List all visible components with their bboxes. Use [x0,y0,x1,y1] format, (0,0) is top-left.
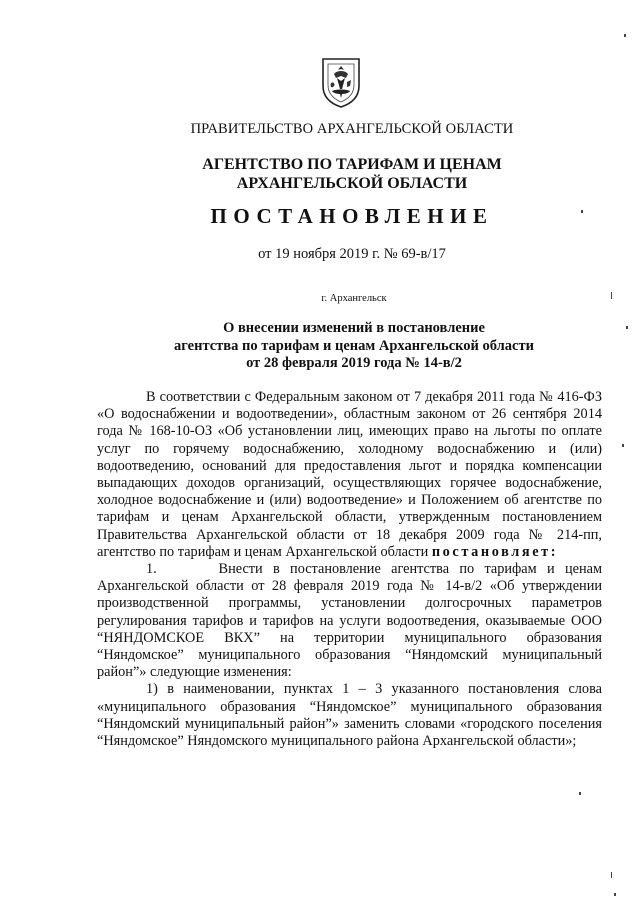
subject-line-1: О внесении изменений в постановление [223,320,485,336]
paragraph-item-1: 1. Внести в постановление агентства по тарифам и ценам Архангельской области от 28 февраля 2019 года № 14-в/2 «Об утверждении производственной программы, установлении долгосрочных параметров регулирования тарифов и тарифов на услуги водоотведения, оказываемые ООО “НЯНДОМСКОЕ ВКХ” на территории муниципального образования “Няндомское” муниципального образования “Няндомский муниципальный район”» следующие изменения: [97,561,602,681]
paragraph-subitem-1: 1) в наименовании, пунктах 1 – 3 указанного постановления слова «муниципального образования “Няндомское” муниципального образования “Няндомский муниципальный район”» заменить словами «городского поселения “Няндомское” Няндомского муниципального района Архангельской области»; [97,681,602,750]
preamble-text: В соответствии с Федеральным законом от 7 декабря 2011 года № 416-ФЗ «О водоснабжении и водоотведении», областным законом от 26 сентября 2014 года № 168-10-ОЗ «Об установлении лиц, имеющих право на льготы по оплате услуг по горячему водоснабжению, холодному водоснабжению и (или) водоотведению, оснований для предоставления льгот и порядка компенсации выпадающих доходов организаций, осуществляющих горячее водоснабжение, холодное водоснабжение и (или) водоотведение» и Положением об агентстве по тарифам и ценам Архангельской области, утвержденным постановлением Правительства Архангельской области от 18 декабря 2009 года № 214-пп, агентство по тарифам и ценам Архангельской области [97,389,602,560]
paragraph-preamble [97,389,602,561]
coat-of-arms-icon [320,56,362,108]
agency-name [32,155,640,193]
subject-line-3: от 28 февраля 2019 года № 14-в/2 [246,355,462,371]
scan-speck [611,872,612,878]
agency-name-line-2: АРХАНГЕЛЬСКОЙ ОБЛАСТИ [236,175,468,192]
scan-speck [624,34,626,37]
scan-speck [622,444,624,447]
document-body [97,389,602,750]
document-city: г. Архангельск [321,293,387,304]
scan-speck [614,893,616,896]
subject-line-2: агентства по тарифам и ценам Архангельской области [174,337,534,354]
scan-speck [626,326,628,329]
resolves-keyword: постановляет: [431,543,559,560]
government-name: ПРАВИТЕЛЬСТВО АРХАНГЕЛЬСКОЙ ОБЛАСТИ [190,121,514,137]
scan-speck [581,210,583,213]
document-type: ПОСТАНОВЛЕНИЕ [210,204,494,228]
scan-speck [611,292,612,299]
document-subject [34,320,640,373]
document-date-number: от 19 ноября 2019 г. № 69-в/17 [258,246,446,262]
agency-name-line-1: АГЕНТСТВО ПО ТАРИФАМ И ЦЕНАМ [202,156,502,173]
scan-speck [579,792,581,795]
